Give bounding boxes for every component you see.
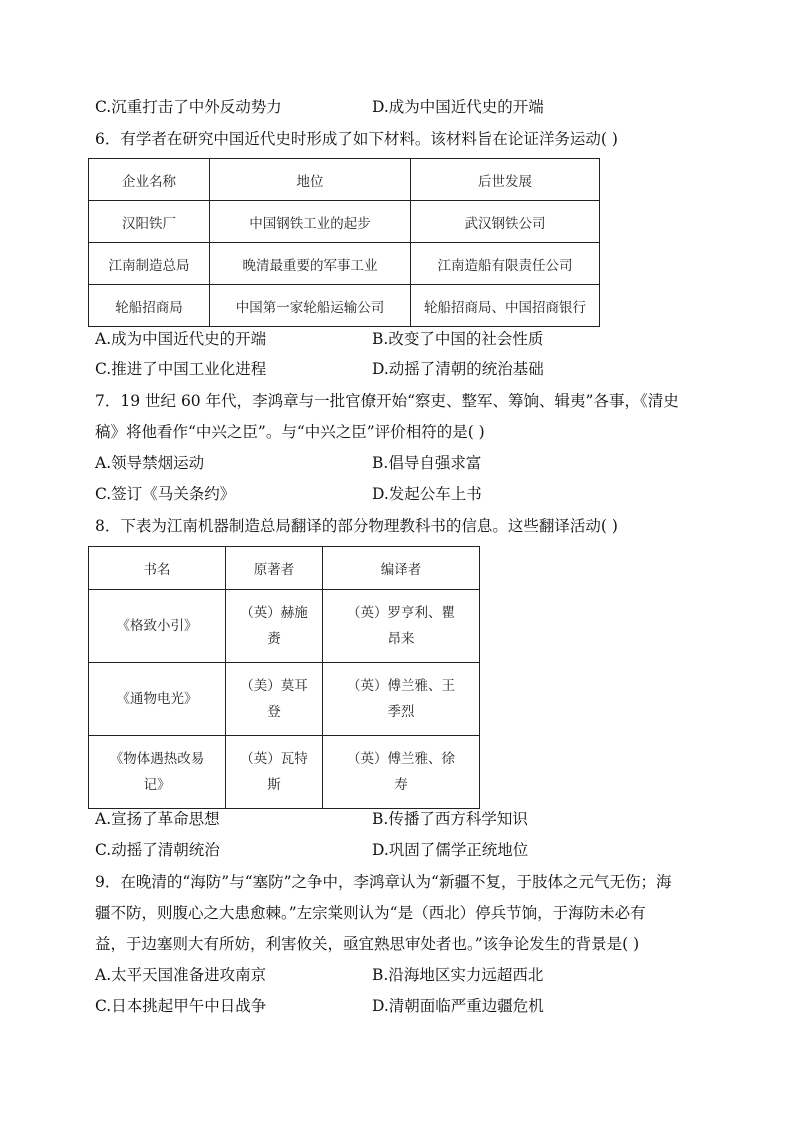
q8-header-translator: 编译者 bbox=[323, 547, 480, 590]
table-cell: 汉阳铁厂 bbox=[89, 201, 210, 243]
q7-stem-line1: 7．19 世纪 60 年代，李鸿章与一批官僚开始“察吏、整军、筹饷、辑夷”各事，《清史 bbox=[95, 392, 679, 410]
cell-text: （英）赫施 bbox=[240, 605, 308, 621]
q8-option-c: C.动摇了清朝统治 bbox=[95, 841, 220, 859]
q5-option-d: D.成为中国近代史的开端 bbox=[372, 98, 544, 116]
table-row bbox=[89, 201, 600, 243]
table-cell: 武汉钢铁公司 bbox=[411, 201, 600, 243]
table-cell bbox=[89, 736, 226, 809]
q7-option-d: D.发起公车上书 bbox=[372, 485, 482, 503]
q9-stem-line1: 9．在晚清的“海防”与“塞防”之争中，李鸿章认为“新疆不复，于肢体之元气无伤；海 bbox=[95, 873, 672, 891]
table-row bbox=[89, 663, 480, 736]
q9-stem-line3: 益，于边塞则大有所妨，利害攸关，亟宜熟思审处者也。”该争论发生的背景是( ) bbox=[95, 935, 640, 953]
q9-option-a: A.太平天国准备进攻南京 bbox=[95, 966, 267, 984]
table-cell bbox=[323, 590, 480, 663]
table-cell: 江南制造总局 bbox=[89, 243, 210, 285]
q9-option-d: D.清朝面临严重边疆危机 bbox=[372, 997, 544, 1015]
cell-text: 季烈 bbox=[387, 704, 415, 720]
q6-option-a: A.成为中国近代史的开端 bbox=[95, 330, 267, 348]
q8-option-d: D.巩固了儒学正统地位 bbox=[372, 841, 529, 859]
table-row bbox=[89, 285, 600, 327]
cell-text: （英）傅兰雅、王 bbox=[347, 678, 455, 694]
cell-text: 《物体遇热改易 bbox=[109, 751, 205, 767]
q6-option-c: C.推进了中国工业化进程 bbox=[95, 360, 267, 378]
cell-text: 昂来 bbox=[387, 631, 415, 647]
q9-stem-line2: 疆不防，则腹心之大患愈棘。”左宗棠则认为“是（西北）停兵节饷，于海防未必有 bbox=[95, 904, 646, 922]
table-cell bbox=[226, 663, 323, 736]
q6-header-company: 企业名称 bbox=[89, 159, 210, 201]
cell-text: 赉 bbox=[267, 631, 281, 647]
q6-header-status: 地位 bbox=[210, 159, 411, 201]
q7-stem-line2: 稿》将他看作“中兴之臣”。与“中兴之臣”评价相符的是( ) bbox=[95, 423, 485, 441]
q8-header-title: 书名 bbox=[89, 547, 226, 590]
cell-text: 登 bbox=[267, 704, 281, 720]
q8-header-author: 原著者 bbox=[226, 547, 323, 590]
table-cell: 轮船招商局 bbox=[89, 285, 210, 327]
q8-option-a: A.宣扬了革命思想 bbox=[95, 810, 220, 828]
q8-stem: 8．下表为江南机器制造总局翻译的部分物理教科书的信息。这些翻译活动( ) bbox=[95, 517, 618, 535]
table-row bbox=[89, 736, 480, 809]
q6-option-d: D.动摇了清朝的统治基础 bbox=[372, 360, 544, 378]
q6-option-b: B.改变了中国的社会性质 bbox=[372, 330, 544, 348]
q6-table bbox=[88, 158, 600, 327]
table-cell bbox=[89, 663, 226, 736]
table-cell bbox=[323, 736, 480, 809]
table-cell: 江南造船有限责任公司 bbox=[411, 243, 600, 285]
q8-option-b: B.传播了西方科学知识 bbox=[372, 810, 528, 828]
table-row bbox=[89, 590, 480, 663]
table-cell: 晚清最重要的军事工业 bbox=[210, 243, 411, 285]
table-cell bbox=[226, 736, 323, 809]
table-cell bbox=[323, 663, 480, 736]
cell-text: 《通物电光》 bbox=[116, 691, 198, 707]
cell-text: 《格致小引》 bbox=[116, 618, 198, 634]
q7-option-a: A.领导禁烟运动 bbox=[95, 454, 205, 472]
cell-text: （美）莫耳 bbox=[240, 678, 308, 694]
cell-text: （英）瓦特 bbox=[240, 751, 308, 767]
q5-option-c: C.沉重打击了中外反动势力 bbox=[95, 98, 282, 116]
table-cell bbox=[226, 590, 323, 663]
cell-text: （英）罗亨利、瞿 bbox=[347, 605, 455, 621]
q9-option-b: B.沿海地区实力远超西北 bbox=[372, 966, 544, 984]
q6-stem: 6．有学者在研究中国近代史时形成了如下材料。该材料旨在论证洋务运动( ) bbox=[95, 130, 618, 148]
q8-table bbox=[88, 546, 480, 809]
cell-text: 斯 bbox=[267, 777, 281, 793]
cell-text: （英）傅兰雅、徐 bbox=[347, 751, 455, 767]
q7-option-c: C.签订《马关条约》 bbox=[95, 485, 236, 503]
table-cell: 中国钢铁工业的起步 bbox=[210, 201, 411, 243]
table-cell bbox=[89, 590, 226, 663]
table-cell: 轮船招商局、中国招商银行 bbox=[411, 285, 600, 327]
table-cell: 中国第一家轮船运输公司 bbox=[210, 285, 411, 327]
cell-text: 寿 bbox=[394, 777, 408, 793]
cell-text: 记》 bbox=[143, 777, 171, 793]
q6-header-later: 后世发展 bbox=[411, 159, 600, 201]
q7-option-b: B.倡导自强求富 bbox=[372, 454, 482, 472]
q9-option-c: C.日本挑起甲午中日战争 bbox=[95, 997, 267, 1015]
table-row bbox=[89, 243, 600, 285]
